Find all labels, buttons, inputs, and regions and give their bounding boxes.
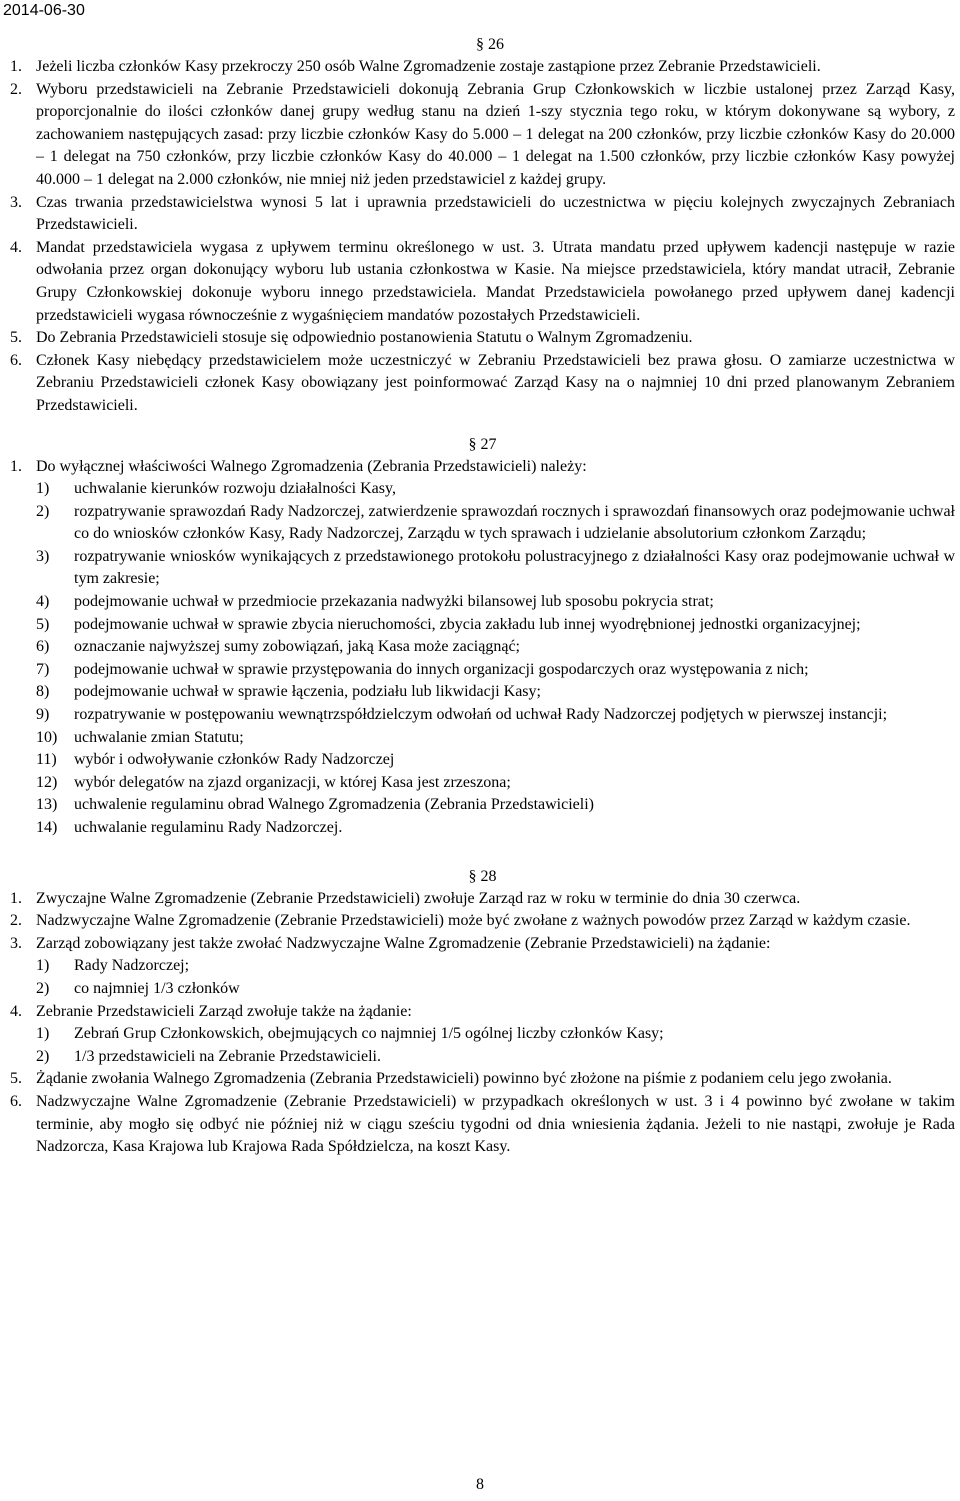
paragraph-26-4	[10, 237, 955, 327]
paragraph-text: Zarząd zobowiązany jest także zwołać Nadzwyczajne Walne Zgromadzenie (Zebranie Przedstawicieli) na żądanie:	[36, 934, 771, 952]
list-item-text: uchwalanie kierunków rozwoju działalności Kasy,	[74, 480, 396, 498]
list-item-number: 10)	[36, 728, 58, 746]
paragraph-text: Jeżeli liczba członków Kasy przekroczy 250 osób Walne Zgromadzenie zostaje zastąpione przez Zebranie Przedstawicieli.	[36, 58, 821, 75]
list-item-number: 1)	[36, 957, 50, 975]
list-item-27-1	[10, 478, 955, 501]
list-item-27-7	[10, 659, 955, 682]
paragraph-28-4	[10, 1001, 955, 1024]
list-item-28-3-2	[10, 978, 955, 1001]
list-item-text: podejmowanie uchwał w sprawie przystępowania do innych organizacji gospodarczych oraz występowania z nich;	[74, 660, 809, 678]
paragraph-number: 6.	[10, 351, 22, 369]
paragraph-27-1	[10, 456, 955, 479]
list-item-28-3-1	[10, 955, 955, 978]
paragraph-28-3	[10, 933, 955, 956]
list-item-number: 4)	[36, 593, 50, 611]
paragraph-text: Zebranie Przedstawicieli Zarząd zwołuje także na żądanie:	[36, 1002, 412, 1020]
paragraph-number: 2.	[10, 912, 22, 930]
paragraph-number: 1.	[10, 58, 22, 75]
paragraph-26-3	[10, 192, 955, 237]
list-item-27-8	[10, 681, 955, 704]
paragraph-text: Do wyłącznej właściwości Walnego Zgromadzenia (Zebrania Przedstawicieli) należy:	[36, 457, 587, 475]
paragraph-28-6	[10, 1091, 955, 1159]
list-item-number: 6)	[36, 638, 50, 656]
paragraph-number: 1.	[10, 457, 22, 475]
list-item-number: 9)	[36, 706, 50, 724]
list-item-number: 5)	[36, 615, 50, 633]
list-item-number: 11)	[36, 751, 57, 769]
list-item-27-2	[10, 501, 955, 546]
paragraph-number: 4.	[10, 238, 22, 256]
paragraph-text: Czas trwania przedstawicielstwa wynosi 5 lat i uprawnia przedstawicieli do uczestnictwa w pięciu kolejnych zwyczajnych Zebraniach Przedstawicieli.	[36, 193, 955, 234]
document-date: 2014-06-30	[3, 2, 85, 19]
paragraph-text: Do Zebrania Przedstawicieli stosuje się odpowiednio postanowienia Statutu o Walnym Zgromadzeniu.	[36, 329, 693, 347]
paragraph-28-5	[10, 1068, 955, 1091]
section-title-26: § 26	[476, 36, 504, 53]
list-item-27-5	[10, 614, 955, 637]
list-item-text: rozpatrywanie w postępowaniu wewnątrzspółdzielczym odwołań od uchwał Rady Nadzorczej podjętych w pierwszej instancji;	[74, 706, 888, 724]
list-item-27-10	[10, 727, 955, 750]
list-item-text: oznaczanie najwyższej sumy zobowiązań, jaką Kasa może zaciągnąć;	[74, 638, 520, 656]
list-item-text: podejmowanie uchwał w sprawie zbycia nieruchomości, zbycia zakładu lub innej wyodrębnionej jednostki organizacyjnej;	[74, 615, 861, 633]
list-item-number: 7)	[36, 660, 50, 678]
paragraph-text: Zwyczajne Walne Zgromadzenie (Zebranie Przedstawicieli) zwołuje Zarząd raz w roku w terminie do dnia 30 czerwca.	[36, 889, 801, 907]
list-item-text: uchwalenie regulaminu obrad Walnego Zgromadzenia (Zebrania Przedstawicieli)	[74, 796, 594, 814]
list-item-28-4-2	[10, 1046, 955, 1069]
paragraph-28-2	[10, 910, 955, 933]
list-item-27-3	[10, 546, 955, 591]
paragraph-text: Nadzwyczajne Walne Zgromadzenie (Zebranie Przedstawicieli) w przypadkach określonych w ust. 3 i 4 powinno być zwołane w takim terminie, aby mogło się odbyć nie później niż w ciągu sześciu tygodni od dnia wniesienia żądania. Jeżeli to nie nastąpi, zwołuje je Rada Nadzorcza, Kasa Krajowa lub Krajowa Rada Spółdzielcza, na koszt Kasy.	[36, 1092, 955, 1156]
paragraph-text: Mandat przedstawiciela wygasa z upływem terminu określonego w ust. 3. Utrata mandatu przed upływem kadencji następuje w razie odwołania przez organ dokonujący wyboru lub ustania członkostwa w Kasie. Na miejsce przedstawiciela, który mandat utracił, Zebranie Grupy Członkowskiej dokonuje wyboru innego przedstawiciela. Mandat Przedstawiciela powołanego przed upływem danej kadencji przedstawicieli wygasa równocześnie z wygaśnięciem mandatów pozostałych Przedstawicieli.	[36, 238, 955, 324]
list-item-text: rozpatrywanie sprawozdań Rady Nadzorczej, zatwierdzenie sprawozdań rocznych i sprawozdań finansowych oraz podejmowanie uchwał co do wniosków członków Kasy, Rady Nadzorczej, Zarządu w tych sprawach i udzielanie absolutorium członkom Zarządu;	[74, 502, 955, 543]
list-item-text: Rady Nadzorczej;	[74, 957, 190, 975]
paragraph-number: 2.	[10, 80, 22, 98]
paragraph-text: Nadzwyczajne Walne Zgromadzenie (Zebranie Przedstawicieli) może być zwołane z ważnych powodów przez Zarząd w każdym czasie.	[36, 912, 911, 930]
list-item-27-13	[10, 794, 955, 817]
paragraph-text: Żądanie zwołania Walnego Zgromadzenia (Zebrania Przedstawicieli) powinno być złożone na piśmie z podaniem celu jego zwołania.	[36, 1070, 892, 1088]
list-item-text: Zebrań Grup Członkowskich, obejmujących co najmniej 1/5 ogólnej liczby członków Kasy;	[74, 1025, 664, 1043]
paragraph-number: 3.	[10, 193, 22, 211]
section-title-28: § 28	[468, 867, 497, 885]
list-item-text: wybór delegatów na zjazd organizacji, w której Kasa jest zrzeszona;	[74, 773, 511, 791]
list-item-27-14	[10, 817, 955, 840]
list-item-text: rozpatrywanie wniosków wynikających z przedstawionego protokołu polustracyjnego z działalności Kasy oraz podejmowanie uchwał w tym zakresie;	[74, 547, 955, 588]
paragraph-number: 6.	[10, 1092, 22, 1110]
list-item-number: 13)	[36, 796, 58, 814]
paragraph-number: 5.	[10, 1070, 22, 1088]
paragraph-number: 4.	[10, 1002, 22, 1020]
list-item-text: podejmowanie uchwał w przedmiocie przekazania nadwyżki bilansowej lub sposobu pokrycia strat;	[74, 593, 714, 611]
document-page	[10, 34, 955, 1159]
section-title-27: § 27	[468, 435, 497, 453]
list-item-number: 1)	[36, 1025, 50, 1043]
list-item-text: co najmniej 1/3 członków	[74, 979, 240, 997]
list-item-28-4-1	[10, 1023, 955, 1046]
list-item-27-12	[10, 772, 955, 795]
list-item-text: podejmowanie uchwał w sprawie łączenia, podziału lub likwidacji Kasy;	[74, 683, 541, 701]
paragraph-number: 3.	[10, 934, 22, 952]
page-number: 8	[476, 1476, 484, 1493]
list-item-number: 14)	[36, 819, 58, 836]
list-item-number: 3)	[36, 547, 50, 565]
list-item-number: 2)	[36, 1047, 50, 1065]
paragraph-text: Wyboru przedstawicieli na Zebranie Przedstawicieli dokonują Zebrania Grup Członkowskich w liczbie ustalonej przez Zarząd Kasy, proporcjonalnie do ilości członków danej grupy według stanu na dzień 1-szy stycznia tego roku, w którym dokonywane są wybory, z zachowaniem następujących zasad: przy liczbie członków Kasy do 5.000 – 1 delegat na 200 członków, przy liczbie członków Kasy do 20.000 – 1 delegat na 750 członków, przy liczbie członków Kasy do 40.000 – 1 delegat na 1.500 członków, przy liczbie członków Kasy powyżej 40.000 – 1 delegat na 2.000 członków, nie mniej niż jeden przedstawiciel z każdej grupy.	[36, 80, 955, 188]
paragraph-26-6	[10, 350, 955, 418]
paragraph-number: 5.	[10, 329, 22, 347]
paragraph-number: 1.	[10, 889, 22, 907]
paragraph-28-1	[10, 888, 955, 911]
paragraph-text: Członek Kasy niebędący przedstawicielem może uczestniczyć w Zebraniu Przedstawicieli bez prawa głosu. O zamiarze uczestnictwa w Zebraniu Przedstawicieli członek Kasy obowiązany jest poinformować Zarząd Kasy na o najmniej 10 dni przed planowanym Zebraniem Przedstawicieli.	[36, 351, 955, 414]
list-item-text: uchwalanie regulaminu Rady Nadzorczej.	[74, 819, 343, 836]
list-item-number: 1)	[36, 480, 50, 498]
paragraph-26-5	[10, 327, 955, 350]
list-item-27-9	[10, 704, 955, 727]
list-item-text: 1/3 przedstawicieli na Zebranie Przedstawicieli.	[74, 1047, 381, 1065]
list-item-27-4	[10, 591, 955, 614]
list-item-number: 2)	[36, 979, 50, 997]
list-item-text: uchwalanie zmian Statutu;	[74, 728, 244, 746]
paragraph-26-1	[10, 56, 955, 79]
list-item-text: wybór i odwoływanie członków Rady Nadzorczej	[74, 751, 395, 769]
list-item-number: 2)	[36, 502, 50, 520]
list-item-27-11	[10, 749, 955, 772]
list-item-27-6	[10, 636, 955, 659]
list-item-number: 12)	[36, 773, 58, 791]
list-item-number: 8)	[36, 683, 50, 701]
paragraph-26-2	[10, 79, 955, 192]
